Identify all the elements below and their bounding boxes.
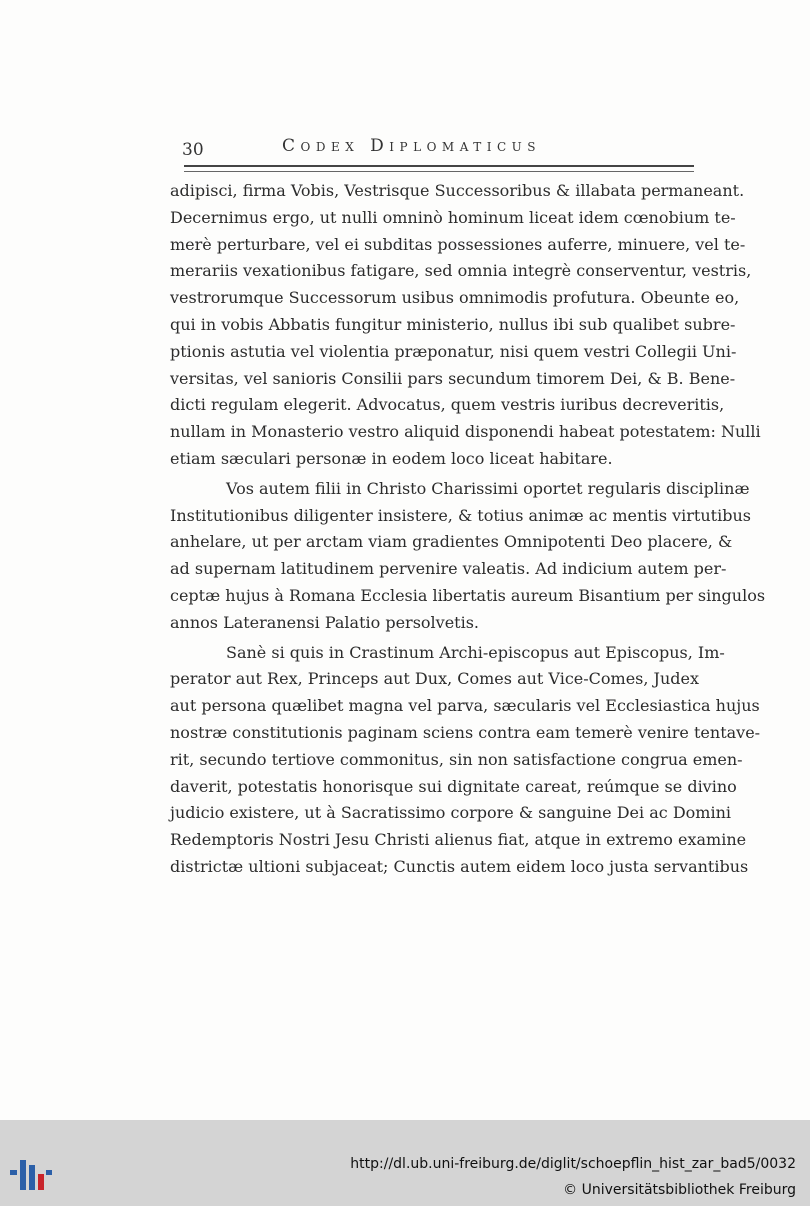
footer-bar — [0, 1120, 810, 1206]
text-line: nullam in Monasterio vestro aliquid disponendi habeat potestatem: Nulli — [170, 422, 761, 442]
text-line: anhelare, ut per arctam viam gradientes Omnipotenti Deo placere, & — [170, 532, 733, 552]
text-line: qui in vobis Abbatis fungitur ministerio, nullus ibi sub qualibet subre- — [170, 314, 736, 334]
text-line: nostræ constitutionis paginam sciens contra eam temerè venire tentave- — [170, 722, 761, 742]
header-rule-thin — [184, 171, 694, 172]
text-line: daverit, potestatis honorisque sui dignitate careat, reúmque se divino — [170, 776, 737, 796]
text-line: Redemptoris Nostri Jesu Christi alienus fiat, atque in extremo examine — [170, 830, 747, 850]
text-line: Vos autem filii in Christo Charissimi oportet regularis disciplinæ — [226, 478, 750, 498]
page-title: Codex Diplomaticus — [282, 136, 541, 156]
paragraph-2 — [170, 476, 766, 637]
permalink-url[interactable]: http://dl.ub.uni-freiburg.de/diglit/schoepflin_hist_zar_bad5/0032 — [350, 1156, 796, 1172]
text-line: etiam sæculari personæ in eodem loco liceat habitare. — [170, 448, 613, 468]
text-line: Sanè si quis in Crastinum Archi-episcopus aut Episcopus, Im- — [226, 642, 725, 662]
text-line: districtæ ultioni subjaceat; Cunctis autem eidem loco justa servantibus — [170, 856, 749, 876]
header-rule-thick — [184, 165, 694, 167]
text-line: versitas, vel sanioris Consilii pars secundum timorem Dei, & B. Bene- — [170, 368, 736, 388]
text-line: vestrorumque Successorum usibus omnimodis profutura. Obeunte eo, — [170, 288, 740, 308]
text-line: perator aut Rex, Princeps aut Dux, Comes aut Vice-Comes, Judex — [170, 669, 700, 689]
ub-freiburg-logo-icon[interactable] — [10, 1156, 52, 1194]
text-line: judicio existere, ut à Sacratissimo corpore & sanguine Dei ac Domini — [170, 803, 731, 823]
text-line: adipisci, firma Vobis, Vestrisque Successoribus & illabata permaneant. — [170, 181, 745, 200]
text-line: merè perturbare, vel ei subditas possessiones auferre, minuere, vel te- — [170, 234, 746, 254]
body-text — [170, 178, 766, 881]
page-number: 30 — [182, 140, 204, 160]
text-line: annos Lateranensi Palatio persolvetis. — [170, 612, 479, 632]
text-line: ad supernam latitudinem pervenire valeatis. Ad indicium autem per- — [170, 559, 727, 579]
copyright-notice: © Universitätsbibliothek Freiburg — [563, 1182, 796, 1198]
text-line: Decernimus ergo, ut nulli omninò hominum liceat idem cœnobium te- — [170, 207, 736, 227]
text-line: aut persona quælibet magna vel parva, sæcularis vel Ecclesiastica hujus — [170, 696, 760, 716]
paragraph-3 — [170, 640, 761, 881]
paragraph-1 — [170, 178, 761, 473]
text-line: ptionis astutia vel violentia præponatur, nisi quem vestri Collegii Uni- — [170, 341, 737, 361]
text-line: rit, secundo tertiove commonitus, sin non satisfactione congrua emen- — [170, 749, 743, 769]
text-line: ceptæ hujus à Romana Ecclesia libertatis aureum Bisantium per singulos — [170, 585, 766, 605]
text-line: Institutionibus diligenter insistere, & totius animæ ac mentis virtutibus — [170, 505, 751, 525]
text-line: merariis vexationibus fatigare, sed omnia integrè conserventur, vestris, — [170, 261, 752, 281]
running-head — [182, 134, 694, 158]
text-line: dicti regulam elegerit. Advocatus, quem vestris iuribus decreveritis, — [170, 395, 725, 415]
